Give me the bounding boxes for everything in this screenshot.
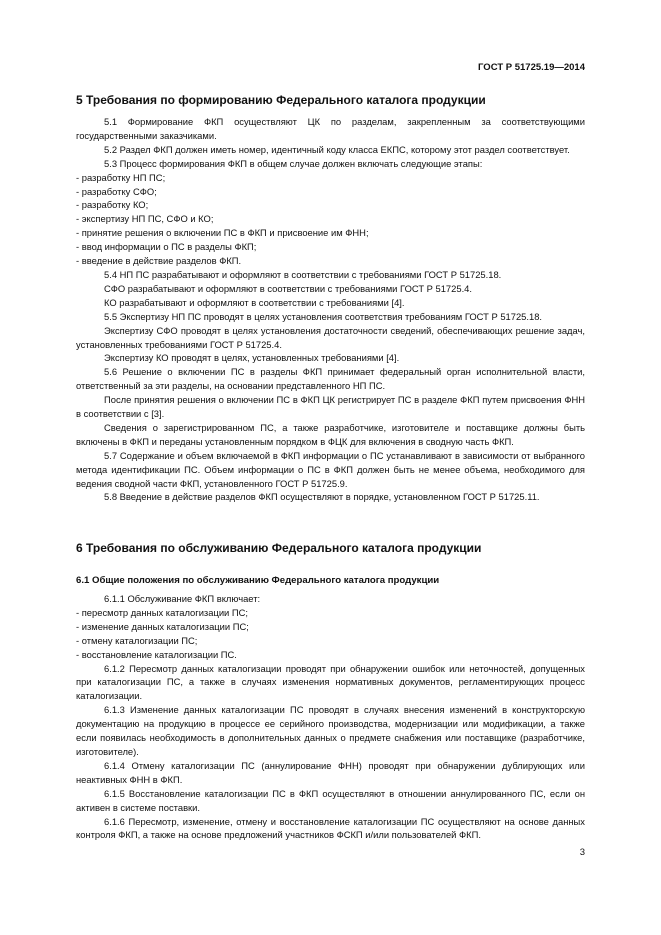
paragraph: Экспертизу КО проводят в целях, установленных требованиями [4]. [104,352,400,364]
paragraph: 5.2 Раздел ФКП должен иметь номер, идентичный коду класса ЕКПС, которому этот раздел соответствует. [104,143,570,155]
paragraph: 5.3 Процесс формирования ФКП в общем случае должен включать следующие этапы: [104,157,483,169]
paragraph: КО разрабатывают и оформляют в соответствии с требованиями [4]. [104,296,405,308]
paragraph: 5.6 Решение о включении ПС в разделы ФКП принимает федеральный орган исполнительной власти, ответственный за эти разделы, на основании представленного НП ПС. [76,366,585,392]
list-item: - изменение данных каталогизации ПС; [76,620,249,632]
paragraph: 5.4 НП ПС разрабатывают и оформляют в соответствии с требованиями ГОСТ Р 51725.18. [104,268,502,280]
section-5-title: 5 Требования по формированию Федерального каталога продукции [76,93,486,107]
paragraph: СФО разрабатывают и оформляют в соответствии с требованиями ГОСТ Р 51725.4. [104,282,473,294]
list-item: - разработку КО; [76,199,149,211]
list-item: - пересмотр данных каталогизации ПС; [76,606,249,618]
paragraph: Экспертизу СФО проводят в целях установления достаточности сведений, обеспечивающих решение задач, установленных требованиями ГОСТ Р 51725.4. [76,324,585,350]
list-item: - ввод информации о ПС в разделы ФКП; [76,241,257,253]
paragraph: 6.1.2 Пересмотр данных каталогизации проводят при обнаружении ошибок или неточностей, допущенных при каталогизации ПС, а также в случаях изменения нормативных документов, регламентирующих процесс каталогизации. [76,662,585,702]
section-6-title: 6 Требования по обслуживанию Федерального каталога продукции [76,541,482,555]
paragraph: 6.1.4 Отмену каталогизации ПС (аннулирование ФНН) проводят при обнаружении дублирующих или неактивных ФНН в ФКП. [76,759,585,785]
paragraph: 5.8 Введение в действие разделов ФКП осуществляют в порядке, установленном ГОСТ Р 51725.11. [104,491,540,503]
list-item: - принятие решения о включении ПС в ФКП и присвоение им ФНН; [76,227,369,239]
subsection-6-1-title: 6.1 Общие положения по обслуживанию Федерального каталога продукции [76,575,440,586]
paragraph: 6.1.6 Пересмотр, изменение, отмену и восстановление каталогизации ПС осуществляют на основе данных контроля ФКП, а также на основе предложений участников ФСКП и/или пользователей ФКП. [76,815,585,841]
list-item: - экспертизу НП ПС, СФО и КО; [76,213,214,225]
list-item: - введение в действие разделов ФКП. [76,255,242,267]
list-item: - разработку СФО; [76,185,157,197]
page-number: 3 [579,847,585,858]
list-item: - разработку НП ПС; [76,171,166,183]
section-5-body [76,115,585,504]
paragraph: 5.5 Экспертизу НП ПС проводят в целях установления соответствия требованиям ГОСТ Р 51725.18. [104,310,543,322]
paragraph: После принятия решения о включении ПС в ФКП ЦК регистрирует ПС в разделе ФКП путем присвоения ФНН в соответствии с [3]. [76,394,585,420]
list-item: - отмену каталогизации ПС; [76,634,198,646]
section-6-body [76,592,585,842]
paragraph: Сведения о зарегистрированном ПС, а также разработчике, изготовителе и поставщике должны быть включены в ФКП и переданы установленным порядком в ФЦК для включения в сводную часть ФКП. [76,421,585,447]
paragraph: 5.1 Формирование ФКП осуществляют ЦК по разделам, закрепленным за соответствующими государственными заказчиками. [76,116,585,141]
paragraph: 6.1.5 Восстановление каталогизации ПС в ФКП осуществляют в отношении аннулированного ПС, если он активен в системе поставки. [76,787,585,813]
paragraph: 6.1.3 Изменение данных каталогизации ПС проводят в случаях внесения изменений в конструкторскую документацию на продукцию в процессе ее серийного производства, модернизации или модификации, а также если появилась необходимость в дополнительных данных о предмете снабжения или поставщике (разработчике, изготовителе). [76,704,585,757]
paragraph: 6.1.1 Обслуживание ФКП включает: [104,593,261,604]
list-item: - восстановление каталогизации ПС. [76,648,237,660]
paragraph: 5.7 Содержание и объем включаемой в ФКП информации о ПС устанавливают в зависимости от выбранного метода идентификации ПС. Объем информации о ПС в ФКП должен быть не менее объема, необходимого для ведения сводной части ФКП, установленного ГОСТ Р 51725.9. [76,449,585,489]
standard-header: ГОСТ Р 51725.19—2014 [478,62,585,73]
